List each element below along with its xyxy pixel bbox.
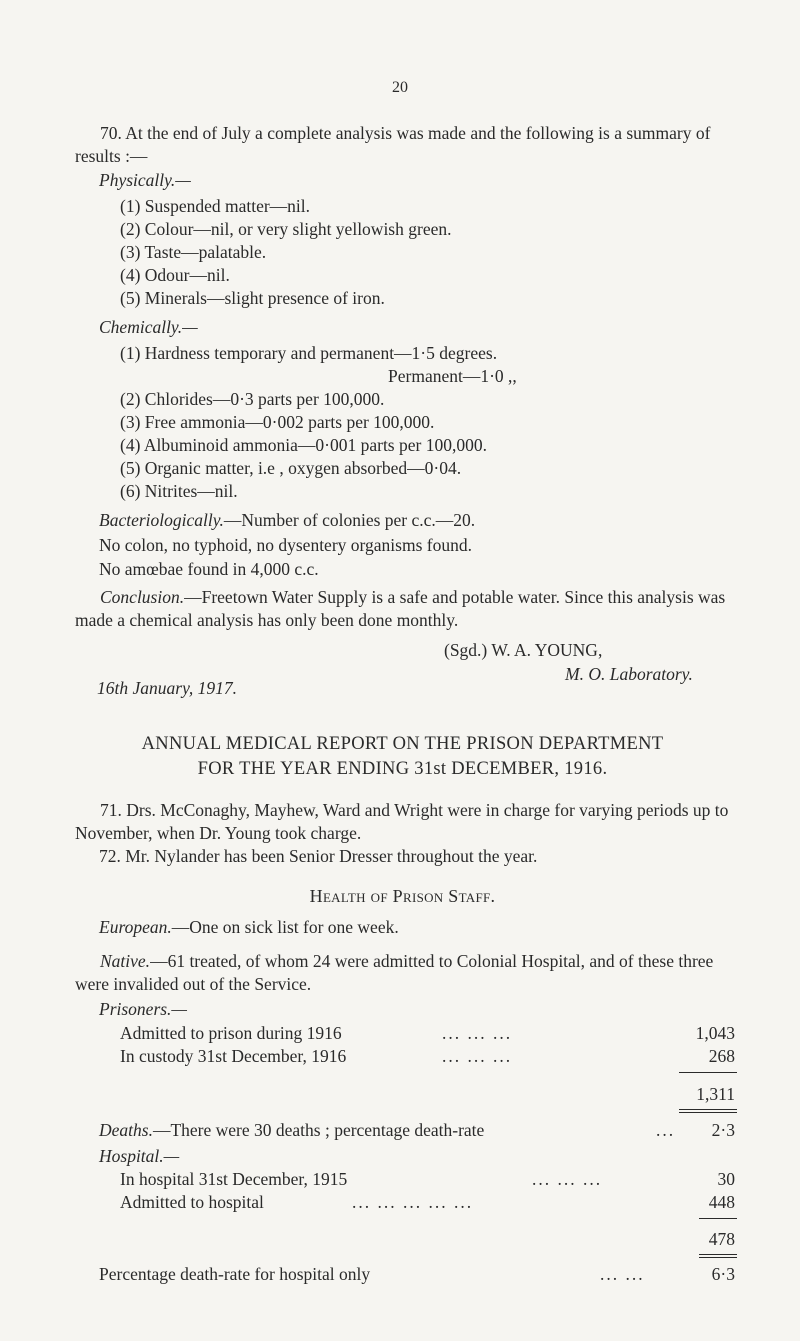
leader-dots: ... ... [600, 1264, 645, 1284]
chemically-heading: Chemically.— [99, 317, 198, 337]
prisoners-row-value: 268 [708, 1046, 735, 1066]
european-line [99, 917, 399, 938]
hospital-row-value: 30 [717, 1169, 735, 1189]
bacteriological-line-2: No colon, no typhoid, no dysentery organisms found. [99, 535, 472, 555]
report-title-line-2: FOR THE YEAR ENDING 31st DECEMBER, 1916. [197, 759, 608, 779]
prisoners-row-label: Admitted to prison during 1916 [120, 1023, 342, 1043]
chemical-item: (5) Organic matter, i.e , oxygen absorbed—0·04. [120, 458, 462, 478]
leader-dots: ... ... ... ... ... [352, 1192, 474, 1212]
prisoners-row-label: In custody 31st December, 1916 [120, 1046, 347, 1066]
prisoners-row-value: 1,043 [695, 1023, 735, 1043]
health-heading: Health of Prison Staff. [309, 886, 496, 906]
chemical-item-continuation: Permanent—1·0 ,, [388, 366, 517, 386]
sum-rule [679, 1072, 737, 1073]
total-double-rule [699, 1254, 737, 1258]
hospital-row-label: In hospital 31st December, 1915 [120, 1169, 348, 1189]
bacteriological-label: Bacteriologically. [99, 510, 224, 530]
chemical-item: (6) Nitrites—nil. [120, 481, 238, 501]
hospital-death-rate-label: Percentage death-rate for hospital only [99, 1264, 371, 1284]
bacteriological-line [99, 510, 475, 531]
signature-title: M. O. Laboratory. [565, 664, 693, 684]
deaths-label: Deaths. [99, 1120, 153, 1140]
native-paragraph [75, 950, 735, 996]
report-title-line-1: ANNUAL MEDICAL REPORT ON THE PRISON DEPARTMENT [141, 734, 664, 754]
chemical-item: (3) Free ammonia—0·002 parts per 100,000. [120, 412, 435, 432]
physical-item: (5) Minerals—slight presence of iron. [120, 288, 385, 308]
physical-item: (3) Taste—palatable. [120, 242, 267, 262]
leader-dots: ... ... ... [442, 1046, 513, 1066]
conclusion-text: —Freetown Water Supply is a safe and potable water. Since this analysis was made a chemical analysis has only been done monthly. [75, 587, 726, 630]
european-text: —One on sick list for one week. [171, 917, 399, 937]
total-double-rule [679, 1109, 737, 1113]
hospital-total: 478 [708, 1229, 735, 1249]
sum-rule [699, 1218, 737, 1219]
physical-item: (4) Odour—nil. [120, 265, 230, 285]
leader-dots: ... ... ... [442, 1023, 513, 1043]
european-label: European. [99, 917, 172, 937]
physical-item: (2) Colour—nil, or very slight yellowish green. [120, 219, 452, 239]
native-label: Native. [100, 951, 151, 971]
deaths-line [99, 1120, 484, 1141]
prisoners-total: 1,311 [696, 1084, 735, 1104]
signature-name: (Sgd.) W. A. YOUNG, [444, 640, 603, 660]
leader-dots: ... [656, 1120, 676, 1140]
hospital-death-rate-value: 6·3 [711, 1264, 735, 1284]
hospital-heading: Hospital.— [99, 1146, 180, 1166]
bacteriological-text: —Number of colonies per c.c.—20. [223, 510, 476, 530]
signature-date: 16th January, 1917. [97, 678, 237, 698]
physically-heading: Physically.— [99, 170, 191, 190]
deaths-value: 2·3 [711, 1120, 735, 1140]
chemical-item: (4) Albuminoid ammonia—0·001 parts per 100,000. [120, 435, 487, 455]
paragraph-72: 72. Mr. Nylander has been Senior Dresser throughout the year. [99, 846, 538, 866]
hospital-row-value: 448 [708, 1192, 735, 1212]
paragraph-70: 70. At the end of July a complete analysis was made and the following is a summary of results :— [75, 123, 711, 166]
leader-dots: ... ... ... [532, 1169, 603, 1189]
deaths-text: —There were 30 deaths ; percentage death-rate [152, 1120, 485, 1140]
chemical-item: (1) Hardness temporary and permanent—1·5 degrees. [120, 343, 498, 363]
bacteriological-line-3: No amœbae found in 4,000 c.c. [99, 559, 319, 579]
conclusion-paragraph [75, 586, 735, 632]
chemical-item: (2) Chlorides—0·3 parts per 100,000. [120, 389, 385, 409]
paragraph-71: 71. Drs. McConaghy, Mayhew, Ward and Wright were in charge for varying periods up to November, when Dr. Young took charge. [75, 800, 729, 843]
hospital-row-label: Admitted to hospital [120, 1192, 264, 1212]
native-text: —61 treated, of whom 24 were admitted to Colonial Hospital, and of these three were invalided out of the Service. [75, 951, 714, 994]
conclusion-label: Conclusion. [100, 587, 185, 607]
physical-item: (1) Suspended matter—nil. [120, 196, 311, 216]
page-number: 20 [392, 79, 408, 96]
prisoners-heading: Prisoners.— [99, 999, 187, 1019]
